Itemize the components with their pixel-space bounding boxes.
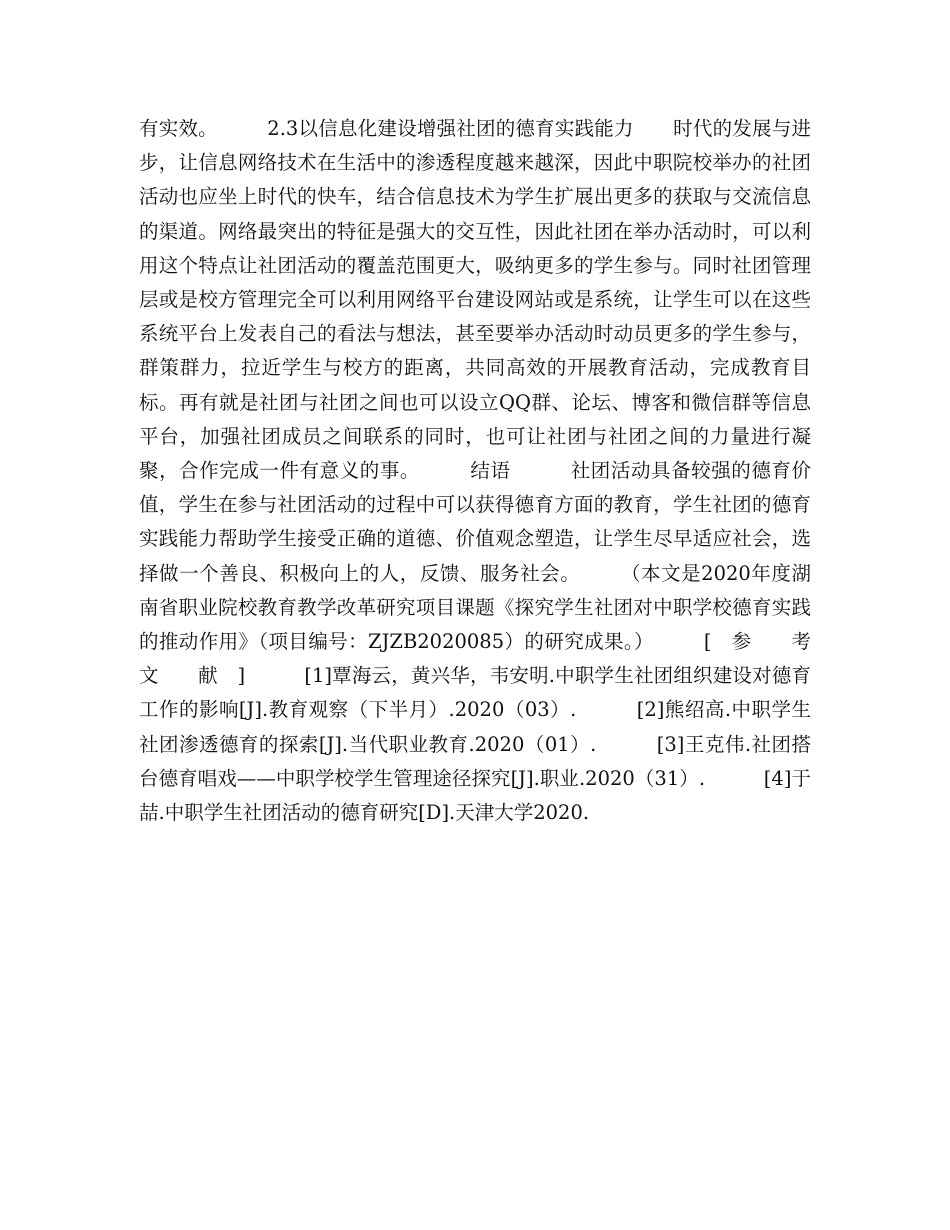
body-paragraph: 有实效。 2.3以信息化建设增强社团的德育实践能力 时代的发展与进步，让信息网络技术在生活中的渗透程度越来越深，因此中职院校举办的社团活动也应坐上时代的快车，结合信息技术为学生扩展出更多的获取与交流信息的渠道。网络最突出的特征是强大的交互性，因此社团在举办活动时，可以利用这个特点让社团活动的覆盖范围更大，吸纳更多的学生参与。同时社团管理层或是校方管理完全可以利用网络平台建设网站或是系统，让学生可以在这些系统平台上发表自己的看法与想法，甚至要举办活动时动员更多的学生参与，群策群力，拉近学生与校方的距离，共同高效的开展教育活动，完成教育目标。再有就是社团与社团之间也可以设立QQ群、论坛、博客和微信群等信息平台，加强社团成员之间联系的同时，也可让社团与社团之间的力量进行凝聚，合作完成一件有意义的事。 结语 社团活动具备较强的德育价值，学生在参与社团活动的过程中可以获得德育方面的教育，学生社团的德育实践能力帮助学生接受正确的道德、价值观念塑造，让学生尽早适应社会，选择做一个善良、积极向上的人，反馈、服务社会。 （本文是2020年度湖南省职业院校教育教学改革研究项目课题《探究学生社团对中职学校德育实践的推动作用》（项目编号：ZJZB2020085）的研究成果。） [ 参 考 文 献 ] [1]覃海云，黄兴华，韦安明.中职学生社团组织建设对德育工作的影响[J].教育观察（下半月）.2020（03）. [2]熊绍高.中职学生社团渗透德育的探索[J].当代职业教育.2020（01）. [3]王克伟.社团搭台德育唱戏——中职学校学生管理途径探究[J].职业.2020（31）. [4]于喆.中职学生社团活动的德育研究[D].天津大学2020. bbox=[139, 117, 851, 825]
document-page bbox=[139, 112, 851, 830]
